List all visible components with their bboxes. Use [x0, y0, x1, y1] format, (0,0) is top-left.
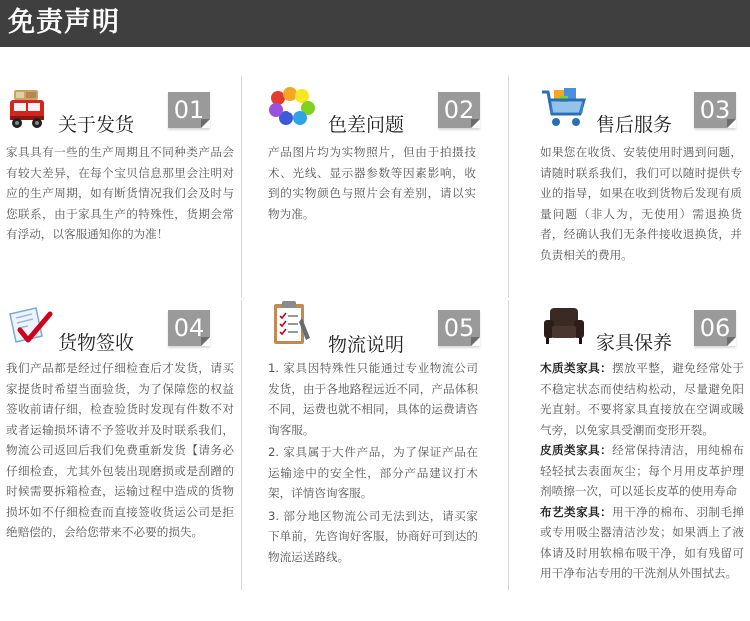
armchair-icon — [540, 304, 588, 348]
clipboard-checklist-icon — [268, 300, 316, 344]
care-item-text: 摆放平整，避免经常处于不稳定状态而使结构松动，尽量避免阳光直射。不要将家具直接放在空调或暖气旁，以免家具受潮而变形开裂。 — [540, 361, 744, 437]
care-item-label: 布艺类家具： — [540, 504, 613, 519]
section-text — [540, 358, 744, 584]
column-divider — [508, 300, 509, 590]
care-item-text: 用干净的棉布、羽制毛掸或专用吸尘器清洁沙发；如果洒上了液体请及时用软棉布吸干净，如有残留可用干净布沾专用的干洗剂从外围拭去。 — [540, 504, 744, 580]
section-number-badge: 05 — [438, 310, 480, 346]
color-palette-icon — [268, 86, 316, 130]
section-goods-receipt — [6, 304, 238, 584]
section-number-badge: 02 — [438, 92, 480, 128]
column-divider — [241, 300, 242, 590]
section-text: 家具具有一些的生产周期且不同种类产品会有较大差异，在每个宝贝信息那里会注明对应的生产周期，如有断货情况我们会及时与您联系，由于家具生产的特殊性，货期会常有浮动，以客服通知你的为准！ — [6, 145, 234, 241]
section-title: 物流说明 — [328, 334, 405, 356]
section-text: 我们产品都是经过仔细检查后才发货，请买家提货时希望当面验货，为了保障您的权益签收前请仔细，检查验货时发现有件数不对或者运输损坏请不予签收并及时联系我们，物流公司返回后我们免费重新发货【请务必仔细检查，尤其外包装出现磨损或是刮蹭的时候需要拆箱检查，运输过程中造成的货物损坏如不仔细检查而直接签收货运公司是拒绝赔偿的，会给您带来不必要的损失。 — [6, 361, 234, 539]
section-title: 售后服务 — [596, 114, 673, 136]
logistics-paragraph: 3. 部分地区物流公司无法到达，请买家下单前，先咨询好客服，协商好可到达的物流运送路线。 — [268, 508, 478, 564]
section-text: 产品图片均为实物照片，但由于拍摄技术、光线、显示器参数等因素影响，收到的实物颜色与照片会有差别，请以实物为准。 — [268, 145, 476, 221]
page-header — [0, 0, 750, 47]
logistics-paragraph: 2. 家具属于大件产品，为了保证产品在运输途中的安全性，部分产品建议打木架，详情咨询客服。 — [268, 445, 478, 500]
delivery-truck-icon — [6, 86, 54, 130]
section-furniture-care — [540, 304, 750, 584]
section-text — [268, 358, 478, 567]
section-number-badge: 03 — [694, 92, 736, 128]
care-item-leather — [540, 440, 744, 502]
section-logistics — [268, 300, 500, 580]
section-shipping — [6, 86, 238, 286]
section-number-badge: 06 — [694, 310, 736, 346]
section-title: 家具保养 — [596, 332, 673, 354]
section-title: 货物签收 — [58, 332, 135, 354]
checkmark-sign-icon — [6, 304, 54, 348]
care-item-fabric — [540, 502, 744, 584]
care-item-label: 木质类家具： — [540, 361, 613, 375]
page-title: 免责声明 — [8, 7, 120, 38]
section-title: 关于发货 — [58, 114, 135, 136]
care-item-text: 经常保持清洁，用纯棉布轻轻拭去表面灰尘；每个月用皮革护理剂喷擦一次，可以延长皮革的使用寿命 — [540, 443, 744, 498]
section-color-difference — [268, 86, 500, 286]
section-after-sales — [540, 86, 750, 286]
section-title: 色差问题 — [328, 114, 405, 136]
logistics-paragraph: 1. 家具因特殊性只能通过专业物流公司发货，由于各地路程远近不同，产品体积不同，运费也就不相同，具体的运费请咨询客服。 — [268, 361, 478, 437]
section-number-badge: 01 — [168, 92, 210, 128]
care-item-label: 皮质类家具： — [540, 443, 613, 457]
column-divider — [508, 76, 509, 298]
section-number-badge: 04 — [168, 310, 210, 346]
shopping-cart-icon — [540, 86, 588, 130]
section-text: 如果您在收货、安装使用时遇到问题，请随时联系我们，我们可以随时提供专业的指导，如果在收到货物后发现有质量问题（非人为，无使用）需退换货者，经确认我们无条件接收退换货，并负责相关的费用。 — [540, 145, 742, 262]
care-item-wood — [540, 358, 744, 440]
column-divider — [241, 76, 242, 298]
